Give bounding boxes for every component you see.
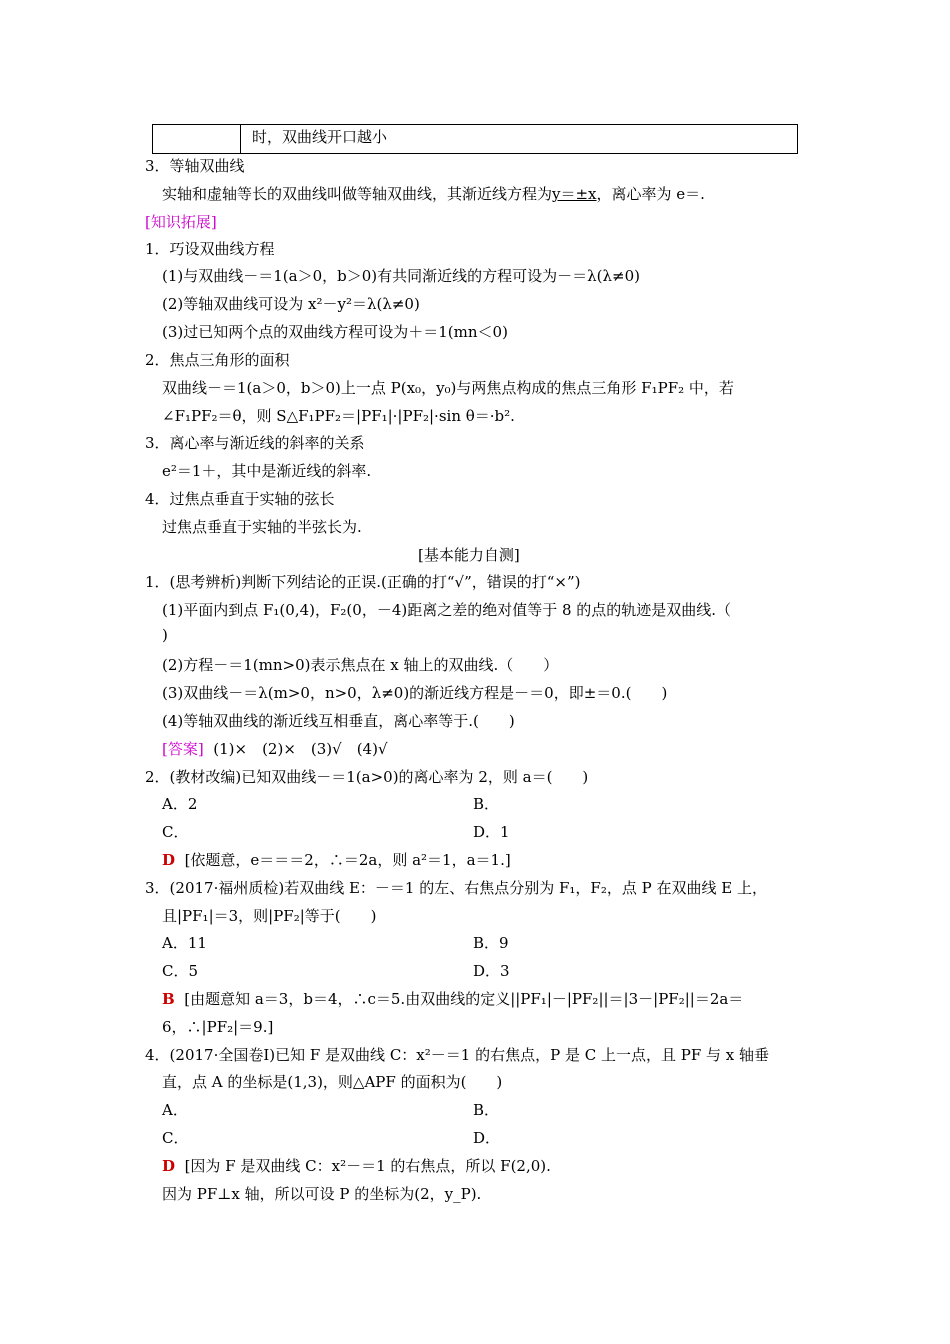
solution-line	[162, 989, 743, 1009]
option-a: A．	[162, 1101, 188, 1119]
line: 直，点 A 的坐标是(1,3)，则△APF 的面积为( )	[162, 1073, 503, 1091]
option-c: C．5	[162, 962, 199, 980]
question-2: 2．(教材改编)已知双曲线－＝1(a>0)的离心率为 2，则 a＝( )	[145, 768, 589, 786]
heading-4: 4．过焦点垂直于实轴的弦长	[145, 490, 335, 508]
heading-2: 2．焦点三角形的面积	[145, 351, 290, 369]
heading-3: 3．离心率与渐近线的斜率的关系	[145, 434, 365, 452]
table-row	[152, 124, 798, 154]
line: (4)等轴双曲线的渐近线互相垂直，离心率等于.( )	[162, 712, 515, 730]
answer-line	[162, 739, 388, 759]
option-a: A．2	[162, 795, 198, 813]
heading-1: 1．巧设双曲线方程	[145, 240, 275, 258]
section-heading-self-test: [基本能力自测]	[418, 546, 520, 564]
answer-tag: [答案]	[162, 740, 204, 758]
section-tag-knowledge: [知识拓展]	[145, 213, 217, 231]
solution-text: [依题意，e＝＝＝2，∴＝2a，则 a²＝1，a＝1.]	[184, 851, 511, 869]
line: (2)等轴双曲线可设为 x²－y²＝λ(λ≠0)	[162, 295, 420, 313]
solution-line	[162, 850, 511, 870]
option-d: D．1	[473, 823, 510, 841]
line: 过焦点垂直于实轴的半弦长为.	[162, 518, 362, 536]
answer-text: (1)× (2)× (3)√ (4)√	[213, 740, 388, 758]
line: ∠F₁PF₂＝θ，则 S△F₁PF₂＝|PF₁|·|PF₂|·sin θ＝·b².	[162, 407, 515, 425]
line: 6，∴|PF₂|＝9.]	[162, 1018, 274, 1036]
line: 双曲线－＝1(a＞0，b＞0)上一点 P(x₀，y₀)与两焦点构成的焦点三角形 F₁PF₂ 中，若	[162, 379, 734, 397]
option-c: C．	[162, 1129, 189, 1147]
option-b: B．	[473, 1101, 500, 1119]
line: (1)平面内到点 F₁(0,4)，F₂(0，－4)距离之差的绝对值等于 8 的点的轨迹是双曲线.（	[162, 601, 732, 619]
question-4: 4．(2017·全国卷Ⅰ)已知 F 是双曲线 C：x²－＝1 的右焦点，P 是 C 上一点，且 PF 与 x 轴垂	[145, 1046, 769, 1064]
paragraph-equiaxial	[162, 184, 705, 204]
option-d: D．3	[473, 962, 510, 980]
solution-text: [因为 F 是双曲线 C：x²－＝1 的右焦点，所以 F(2,0).	[184, 1157, 551, 1175]
text-span: 实轴和虚轴等长的双曲线叫做等轴双曲线，其渐近线方程为	[162, 185, 553, 203]
line: (1)与双曲线－＝1(a＞0，b＞0)有共同渐近线的方程可设为－＝λ(λ≠0)	[162, 267, 640, 285]
line: (2)方程－＝1(mn>0)表示焦点在 x 轴上的双曲线.（ ）	[162, 656, 559, 674]
question-3: 3．(2017·福州质检)若双曲线 E：－＝1 的左、右焦点分别为 F₁，F₂，点 P 在双曲线 E 上，	[145, 879, 767, 897]
answer-letter: D	[162, 1157, 176, 1175]
question-1: 1．(思考辨析)判断下列结论的正误.(正确的打“√”，错误的打“×”)	[145, 573, 581, 591]
option-d: D．	[473, 1129, 501, 1147]
heading-equiaxial: 3．等轴双曲线	[145, 157, 245, 175]
answer-letter: D	[162, 851, 176, 869]
text-span: ，离心率为 e＝.	[596, 185, 705, 203]
table-divider	[240, 125, 241, 153]
line: (3)过已知两个点的双曲线方程可设为＋＝1(mn＜0)	[162, 323, 508, 341]
line: 且|PF₁|＝3，则|PF₂|等于( )	[162, 907, 377, 925]
table-cell: 时，双曲线开口越小	[252, 128, 388, 146]
solution-line	[162, 1156, 551, 1176]
line: e²＝1＋，其中是渐近线的斜率.	[162, 462, 372, 480]
option-b: B．	[473, 795, 500, 813]
solution-text: [由题意知 a＝3，b＝4，∴c＝5.由双曲线的定义||PF₁|－|PF₂||＝|3－|PF₂||＝2a＝	[184, 990, 744, 1008]
line: 因为 PF⊥x 轴，所以可设 P 的坐标为(2，y_P).	[162, 1185, 482, 1203]
line: (3)双曲线－＝λ(m>0，n>0，λ≠0)的渐近线方程是－＝0，即±＝0.( )	[162, 684, 668, 702]
underlined-asymptote: y＝±x	[552, 185, 597, 203]
option-b: B．9	[473, 934, 509, 952]
answer-letter: B	[162, 990, 175, 1008]
option-c: C．	[162, 823, 189, 841]
line: )	[162, 626, 168, 644]
option-a: A．11	[162, 934, 207, 952]
